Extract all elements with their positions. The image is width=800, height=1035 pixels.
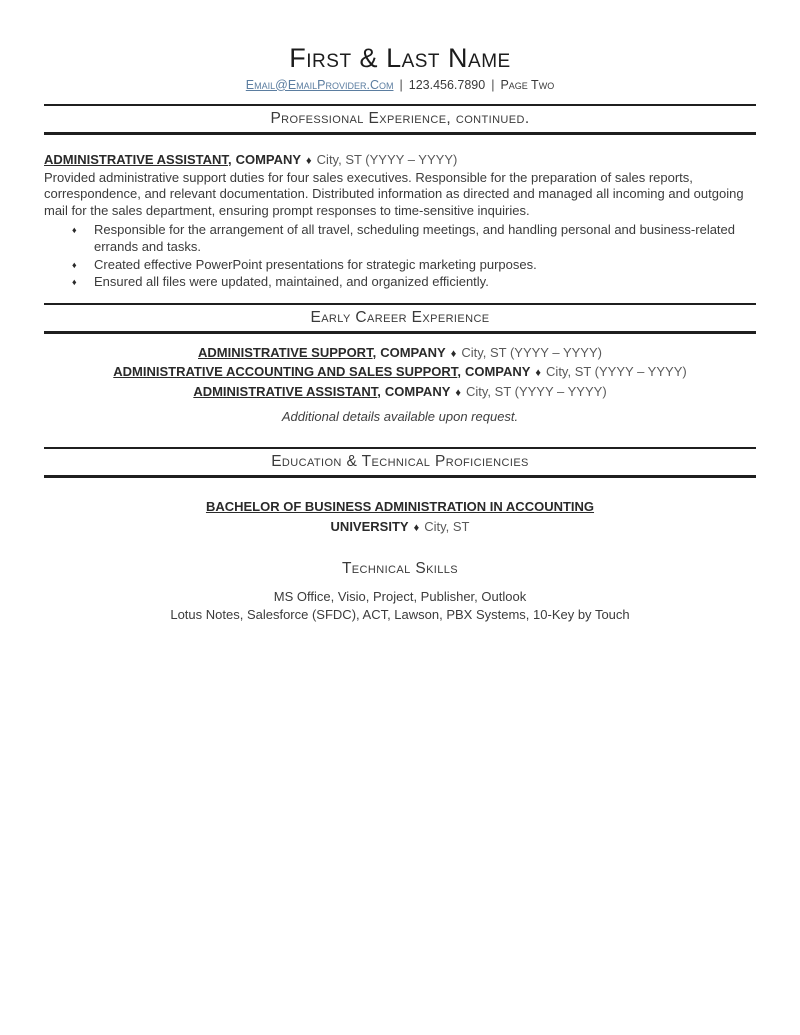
comma: ,: [457, 364, 461, 380]
contact-separator: |: [491, 77, 495, 92]
early-career-job: [44, 363, 756, 383]
section-title: Early Career Experience: [310, 308, 490, 326]
school-line: [44, 519, 756, 534]
job-company: COMPANY: [380, 344, 446, 360]
bullet-icon: ♦: [72, 277, 77, 288]
school-name: UNIVERSITY: [330, 519, 409, 535]
section-header-professional-experience: [44, 104, 756, 135]
diamond-icon: ♦: [455, 386, 461, 399]
section-rule-bottom: [44, 132, 756, 135]
school-location: City, ST: [424, 519, 470, 535]
job-company: COMPANY: [384, 383, 451, 399]
early-career-job: [44, 383, 756, 403]
diamond-icon: ♦: [413, 522, 420, 535]
comma: ,: [372, 344, 377, 360]
comma: ,: [377, 383, 381, 399]
early-career-job-list: [44, 344, 756, 403]
job-company: COMPANY: [235, 151, 302, 167]
phone-number: 123.456.7890: [408, 77, 486, 92]
additional-details-note: Additional details available upon request.: [281, 409, 519, 425]
job-title: ADMINISTRATIVE ACCOUNTING AND SALES SUPPORT: [113, 364, 458, 380]
diamond-icon: ♦: [450, 347, 457, 360]
skills-line: MS Office, Visio, Project, Publisher, Outlook: [273, 589, 527, 605]
page-number-label: Page Two: [500, 77, 555, 92]
bullet-text: Responsible for the arrangement of all travel, scheduling meetings, and handling personal and business-related errands and tasks.: [94, 222, 736, 255]
bullet-text: Ensured all files were updated, maintained, and organized efficiently.: [94, 274, 489, 290]
technical-skills-title: Technical Skills: [341, 560, 459, 578]
early-career-job: [44, 344, 756, 364]
job-summary: Provided administrative support duties for four sales executives. Responsible for the preparation of sales reports, correspondence, and relevant documentation. Distributed information as directed and managed all incoming and outgoing mail for the sales department, ensuring prompt responses to time-sensitive inquiries.: [44, 169, 744, 218]
list-item: [44, 274, 756, 291]
job-title: ADMINISTRATIVE SUPPORT: [198, 344, 373, 360]
job-title: ADMINISTRATIVE ASSISTANT: [193, 383, 378, 399]
diamond-icon: ♦: [306, 154, 312, 167]
bullet-text: Created effective PowerPoint presentations for strategic marketing purposes.: [94, 256, 537, 272]
bullet-icon: ♦: [72, 225, 77, 236]
section-title: Professional Experience, continued.: [270, 109, 530, 127]
job-title: ADMINISTRATIVE ASSISTANT: [44, 151, 228, 167]
degree-line: [44, 499, 756, 514]
job-bullet-list: [44, 222, 756, 290]
email-link[interactable]: Email@EmailProvider.Com: [245, 77, 394, 92]
section-header-education: [44, 447, 756, 478]
comma: ,: [227, 151, 232, 167]
job-location: City, ST (YYYY – YYYY): [316, 151, 458, 167]
bullet-icon: ♦: [72, 259, 77, 270]
skills-line: Lotus Notes, Salesforce (SFDC), ACT, Lawson, PBX Systems, 10-Key by Touch: [170, 607, 630, 623]
job-location: City, ST (YYYY – YYYY): [546, 364, 687, 380]
degree-title: BACHELOR OF BUSINESS ADMINISTRATION IN ACCOUNTING: [205, 499, 595, 515]
job-heading: [44, 152, 756, 167]
contact-line: [44, 78, 756, 92]
section-title: Education & Technical Proficiencies: [271, 453, 529, 471]
technical-skills-list: [44, 588, 756, 624]
section-header-early-career: [44, 303, 756, 334]
section-rule-bottom: [44, 331, 756, 334]
section-rule-bottom: [44, 475, 756, 478]
diamond-icon: ♦: [535, 367, 542, 380]
job-company: COMPANY: [464, 364, 531, 380]
list-item: [44, 257, 756, 274]
job-location: City, ST (YYYY – YYYY): [466, 383, 607, 399]
list-item: [44, 222, 756, 255]
job-location: City, ST (YYYY – YYYY): [461, 344, 602, 360]
contact-separator: |: [399, 77, 403, 92]
person-name: First & Last Name: [289, 43, 511, 73]
